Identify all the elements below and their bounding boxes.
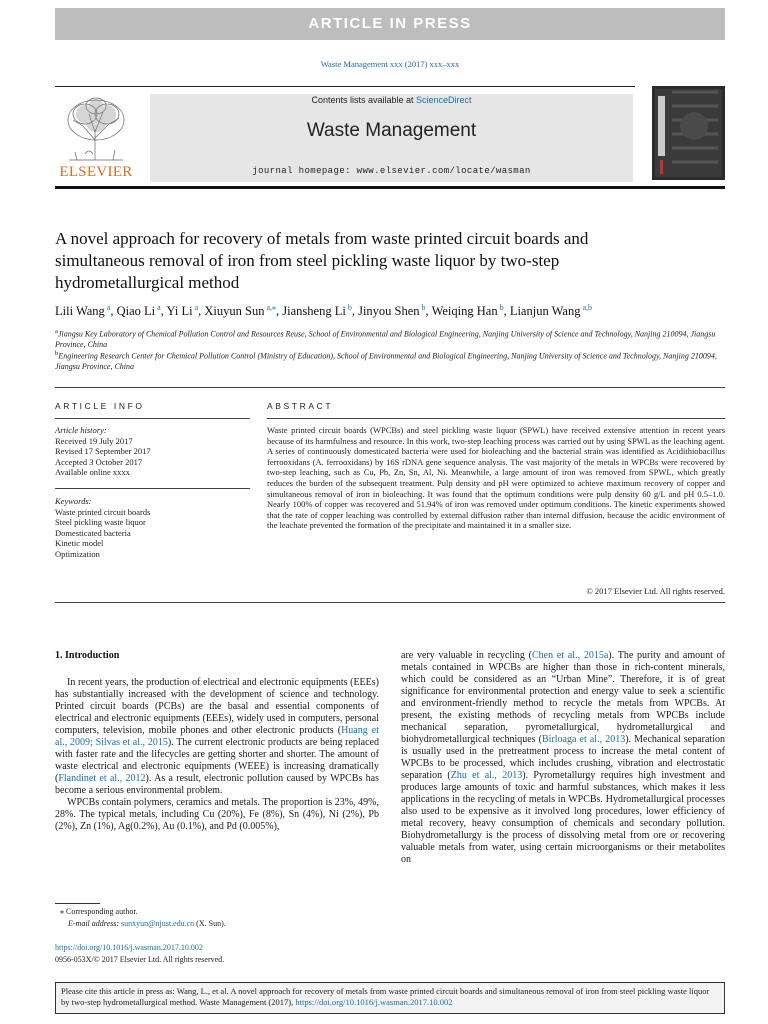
author-name: Lianjun Wang [509, 304, 581, 319]
elsevier-wordmark: ELSEVIER [59, 164, 133, 180]
abstract-rule [267, 418, 725, 419]
keyword: Waste printed circuit boards [55, 506, 151, 517]
keywords-label: Keywords: [55, 496, 92, 506]
history-item: Received 19 July 2017 [55, 435, 133, 446]
header-top-rule [55, 86, 635, 87]
author-name: Xiuyun Sun [204, 304, 265, 319]
intro-right-column [401, 650, 725, 866]
keyword: Domesticated bacteria [55, 527, 131, 538]
sciencedirect-link[interactable]: ScienceDirect [416, 95, 472, 105]
keyword: Optimization [55, 548, 100, 559]
history-item: Accepted 3 October 2017 [55, 456, 143, 467]
abstract-text: Waste printed circuit boards (WPCBs) and steel pickling waste liquor (SPWL) have received extensive attention in recent years because of its harmfulness and resource. In this work, two-step leaching process was carried out by using SPWL as the leaching agent. A series of continuously domesticated bacteria were used for bioleaching and the bacterial strain was identified as Acidithiobacillus ferrooxidans (A. ferrooxidans) by 16S rDNA gene sequence analysis. The vast majority of the metals in WPCBs were recovered by two-step leaching, such as Cu, Pb, Zn, Sn, Al, Ni. Meanwhile, a large amount of iron was removed from SPWL, which greatly reduces the burden of the subsequent treatment. Pulp density and pH were optimized to achieve maximum recovery of copper and simultaneous removal of iron in bioleaching. It was found that the optimum conditions were pulp density 60 g/L and pH 0.5–1.0. Nearly 100% of copper was recovered and 51.94% of iron was removed under optimum conditions. The kinetic experiments showed that the rate of copper leaching was controlled by external diffusion rather than internal diffusion, because the acidic environment of the leachate prevented the formation of the precipitate and maintained it in a smaller size. [267, 425, 725, 531]
citation-link[interactable]: Chen et al., 2015a [532, 650, 609, 661]
cite-doi-link[interactable]: https://doi.org/10.1016/j.wasman.2017.10.002 [295, 997, 453, 1007]
keyword: Steel pickling waste liquor [55, 517, 146, 527]
author-name: Weiqing Han [431, 304, 498, 319]
corresponding-author-note: ⁎ Corresponding author. [60, 907, 138, 916]
intro-paragraph-3: are very valuable in recycling (Chen et al., 2015a). The purity and amount of metals contained in WPCBs are higher than those in rich-content minerals, which could be considered as an “Urban Mine”. Therefore, it is of great significance for environmental protection and energy value to seek a scientific and environment-friendly method to recycle the metals from WPCBs. At present, the existing methods of recycling metals from WPCBs include mechanical separation, pyrometallurgical, hydrometallurgical and biohydrometallurgical techniques (Birloaga et al., 2013). Mechanical separation is usually used in the pretreatment process to increase the metal content of WPCBs to be processed, which includes crushing, vibration and electrostatic separation (Zhu et al., 2013). Pyrometallurgy requires high investment and produces large amounts of toxic and harmful substances, which makes it less applications in the recycling of metals in WPCBs. Hydrometallurgical processes also used to be expensive as it involved long procedures, lower efficiency of metal recovery, heavy consumption of chemicals and secondary pollution. Biohydrometallurgy is the process of dissolving metal from ore or recovering valuable metals from water, using certain microorganisms or their metabolites on [401, 650, 725, 865]
author-name: Lili Wang [55, 304, 105, 319]
journal-homepage[interactable]: journal homepage: www.elsevier.com/locate/wasman [252, 166, 531, 176]
author-affiliation-marker[interactable]: a,b [580, 303, 593, 312]
abstract-heading: ABSTRACT [267, 401, 334, 411]
header-bottom-rule [55, 186, 725, 189]
email-label: E-mail address: [68, 919, 120, 928]
author-list: Lili Wang $^a$, Qiao Li $^a$, Yi Li $^a$, Xiuyun Sun $^{a,⁎}$, Jiansheng Li $^b$, Jinyou Shen $^b$, Weiqing Han $^b$, Lianjun Wang $^{a,b}$ [55, 303, 593, 319]
author-name: Yi Li [166, 304, 193, 319]
citation-link[interactable]: Zhu et al., 2013 [450, 770, 523, 781]
article-info-heading: ARTICLE INFO [55, 401, 145, 411]
journal-name: Waste Management [306, 120, 477, 141]
author-affiliation-marker[interactable]: a [155, 303, 161, 312]
info-rule [55, 418, 250, 419]
article-title: A novel approach for recovery of metals from waste printed circuit boards and simultaneous removal of iron from steel pickling waste liquor by two-step hydrometallurgical method [55, 229, 589, 292]
citation-link[interactable]: Huang et al., 2009; Silvas et al., 2015 [55, 725, 379, 748]
affiliation-a: $^a$Jiangsu Key Laboratory of Chemical Pollution Control and Resources Reuse, School of Environmental and Biological Engineering, Nanjing University of Science and Technology, Nanjing 210094, Jiangsu Province, China [55, 328, 716, 350]
contents-prefix: Contents lists available at [311, 95, 417, 105]
history-item: Revised 17 September 2017 [55, 446, 151, 456]
journal-cover-image [652, 86, 725, 180]
author-name: Jiansheng Li [282, 304, 346, 319]
history-label: Article history: [55, 425, 107, 435]
footnote-rule [55, 903, 100, 904]
citation-link[interactable]: Birloaga et al., 2013 [542, 734, 626, 745]
author-affiliation-marker[interactable]: b [497, 303, 504, 312]
history-item: Available online xxxx [55, 467, 130, 477]
keyword: Kinetic model [55, 538, 104, 548]
author-affiliation-marker[interactable]: b [419, 303, 426, 312]
author-name: Qiao Li [116, 304, 156, 319]
cite-this-article-box [55, 982, 725, 1014]
intro-paragraph-1: In recent years, the production of electrical and electronic equipments (EEEs) has substantially increased with the development of science and technology. Printed circuit boards (PCBs) are the basal and essential components of electrical and electronic equipments (EEEs), widely used in computers, personal computers, television, mobile phones and other electronic products (Huang et al., 2009; Silvas et al., 2015). The current electronic products are being replaced with faster rate and the lifecycles are getting shorter and shorter. The amount of waste electrical and electronic equipments (WEEE) is increasing dramatically (Flandinet et al., 2012). As a result, electronic pollution caused by WPCBs has become a serious environmental problem. [55, 677, 379, 796]
keywords [55, 496, 250, 559]
abstract-copyright: © 2017 Elsevier Ltd. All rights reserved. [586, 586, 725, 596]
journal-citation-link[interactable]: Waste Management xxx (2017) xxx–xxx [320, 59, 460, 69]
keywords-rule [55, 488, 250, 489]
author-affiliation-marker[interactable]: a,⁎ [264, 303, 277, 312]
issn-line: 0956-053X/© 2017 Elsevier Ltd. All rights reserved. [55, 955, 225, 964]
author-affiliation-marker[interactable]: a [104, 303, 111, 312]
doi-link[interactable]: https://doi.org/10.1016/j.wasman.2017.10.002 [55, 943, 203, 952]
section-rule [55, 387, 725, 388]
affiliation-b: $^b$Engineering Research Center for Chemical Pollution Control (Ministry of Education), School of Environmental and Biological Engineering, Nanjing University of Science and Technology, Nanjing 210094, Jiangsu Province, China [55, 350, 717, 372]
email-suffix: (X. Sun). [196, 919, 226, 928]
author-affiliation-marker[interactable]: b [345, 303, 352, 312]
author-affiliation-marker[interactable]: a [192, 303, 199, 312]
email-link[interactable]: sunxyun@njust.edu.cn [121, 919, 195, 928]
email-note [68, 919, 226, 928]
intro-paragraph-2: WPCBs contain polymers, ceramics and metals. The proportion is 23%, 49%, 28%. The typical metals, including Cu (20%), Fe (8%), Sn (4%), Ni (2%), Pb (2%), Zn (1%), Ag(0.2%), Au (0.1%), and Pd (0.005%), [55, 797, 379, 832]
abstract-bottom-rule [55, 602, 725, 603]
citation-link[interactable]: Flandinet et al., 2012 [58, 773, 146, 784]
author-name: Jinyou Shen [358, 304, 420, 319]
contents-line [150, 95, 633, 105]
section-heading-introduction: 1. Introduction [55, 650, 120, 661]
intro-left-column [55, 677, 379, 833]
article-history [55, 425, 250, 478]
article-in-press-banner: ARTICLE IN PRESS [55, 8, 725, 40]
cite-text: Please cite this article in press as: Wang, L., et al. A novel approach for recovery of metals from waste printed circuit boards and simultaneous removal of iron from steel pickling waste liquor by two-step hydrometallurgical method. Waste Management (2017), [61, 986, 710, 1007]
